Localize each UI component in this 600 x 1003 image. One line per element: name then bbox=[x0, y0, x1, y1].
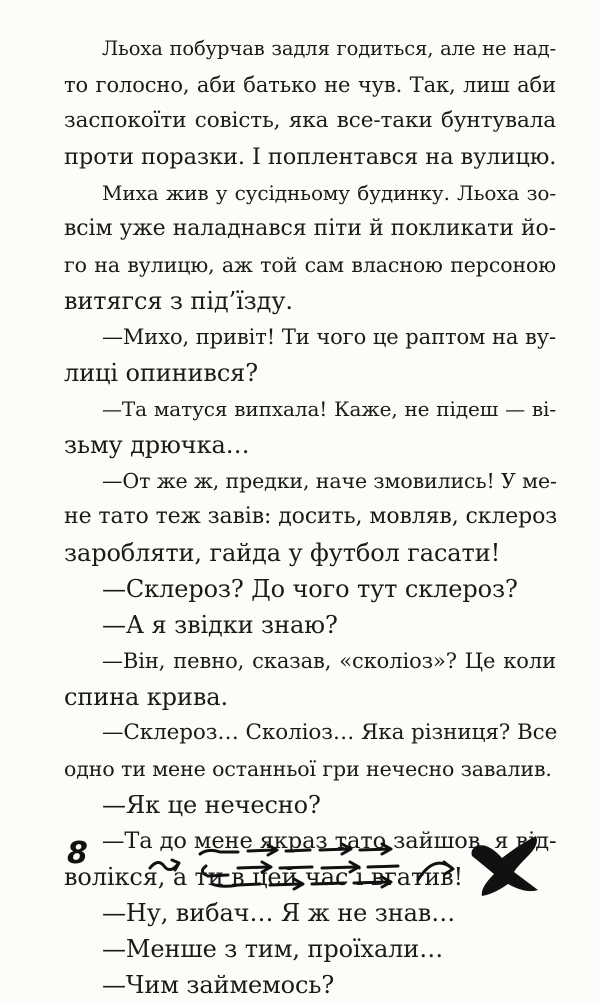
text-line: —Він, певно, сказав, «сколіоз»? Це коли bbox=[102, 649, 556, 673]
text-line: —Менше з тим, проїхали… bbox=[102, 935, 444, 963]
text-line: проти поразки. І поплентався на вулицю. bbox=[64, 144, 557, 170]
text-line: —Склероз? До чого тут склероз? bbox=[102, 575, 518, 603]
squiggle-arrows-and-cross-icon bbox=[142, 828, 552, 898]
page-number: 8 bbox=[67, 836, 88, 871]
book-page-text bbox=[64, 31, 558, 999]
text-line: спина крива. bbox=[64, 683, 228, 711]
text-line: —От же ж, предки, наче змовились! У ме- bbox=[102, 469, 557, 493]
text-line: —Як це нечесно? bbox=[102, 791, 321, 819]
text-line: —Та до мене якраз тато зайшов, я від- bbox=[102, 828, 557, 854]
text-line: всім уже наладнався піти й покликати йо- bbox=[64, 216, 556, 241]
text-line: витягся з під’їзду. bbox=[64, 287, 293, 315]
text-line: одно ти мене останньої гри нечесно завалив. bbox=[64, 757, 552, 781]
text-line: —Михо, привіт! Ти чого це раптом на ву- bbox=[102, 325, 556, 349]
text-line: заспокоїти совість, яка все-таки бунтувала bbox=[64, 108, 556, 133]
text-line: —Та матуся випхала! Каже, не підеш — ві- bbox=[102, 397, 556, 421]
text-line: заробляти, гайда у футбол гасати! bbox=[64, 539, 501, 567]
text-line: не тато теж завів: досить, мовляв, склероз bbox=[64, 504, 558, 529]
text-line: зьму дрючка… bbox=[64, 431, 250, 459]
text-line: —Ну, вибач… Я ж не знав… bbox=[102, 899, 456, 927]
text-line: Миха жив у сусідньому будинку. Льоха зо- bbox=[102, 181, 556, 205]
text-line: —Чим займемось? bbox=[102, 971, 335, 999]
text-line: Льоха побурчав задля годиться, але не над- bbox=[102, 37, 556, 60]
text-line: —Склероз… Сколіоз… Яка різниця? Все bbox=[102, 720, 558, 745]
text-line: то голосно, аби батько не чув. Так, лиш аби bbox=[64, 73, 556, 97]
text-line: лиці опинився? bbox=[64, 359, 258, 387]
text-line: го на вулицю, аж той сам власною персоною bbox=[64, 253, 556, 277]
text-line: —А я звідки знаю? bbox=[102, 611, 338, 639]
text-line: волікся, а ти в цей час і вгатив! bbox=[64, 863, 464, 891]
